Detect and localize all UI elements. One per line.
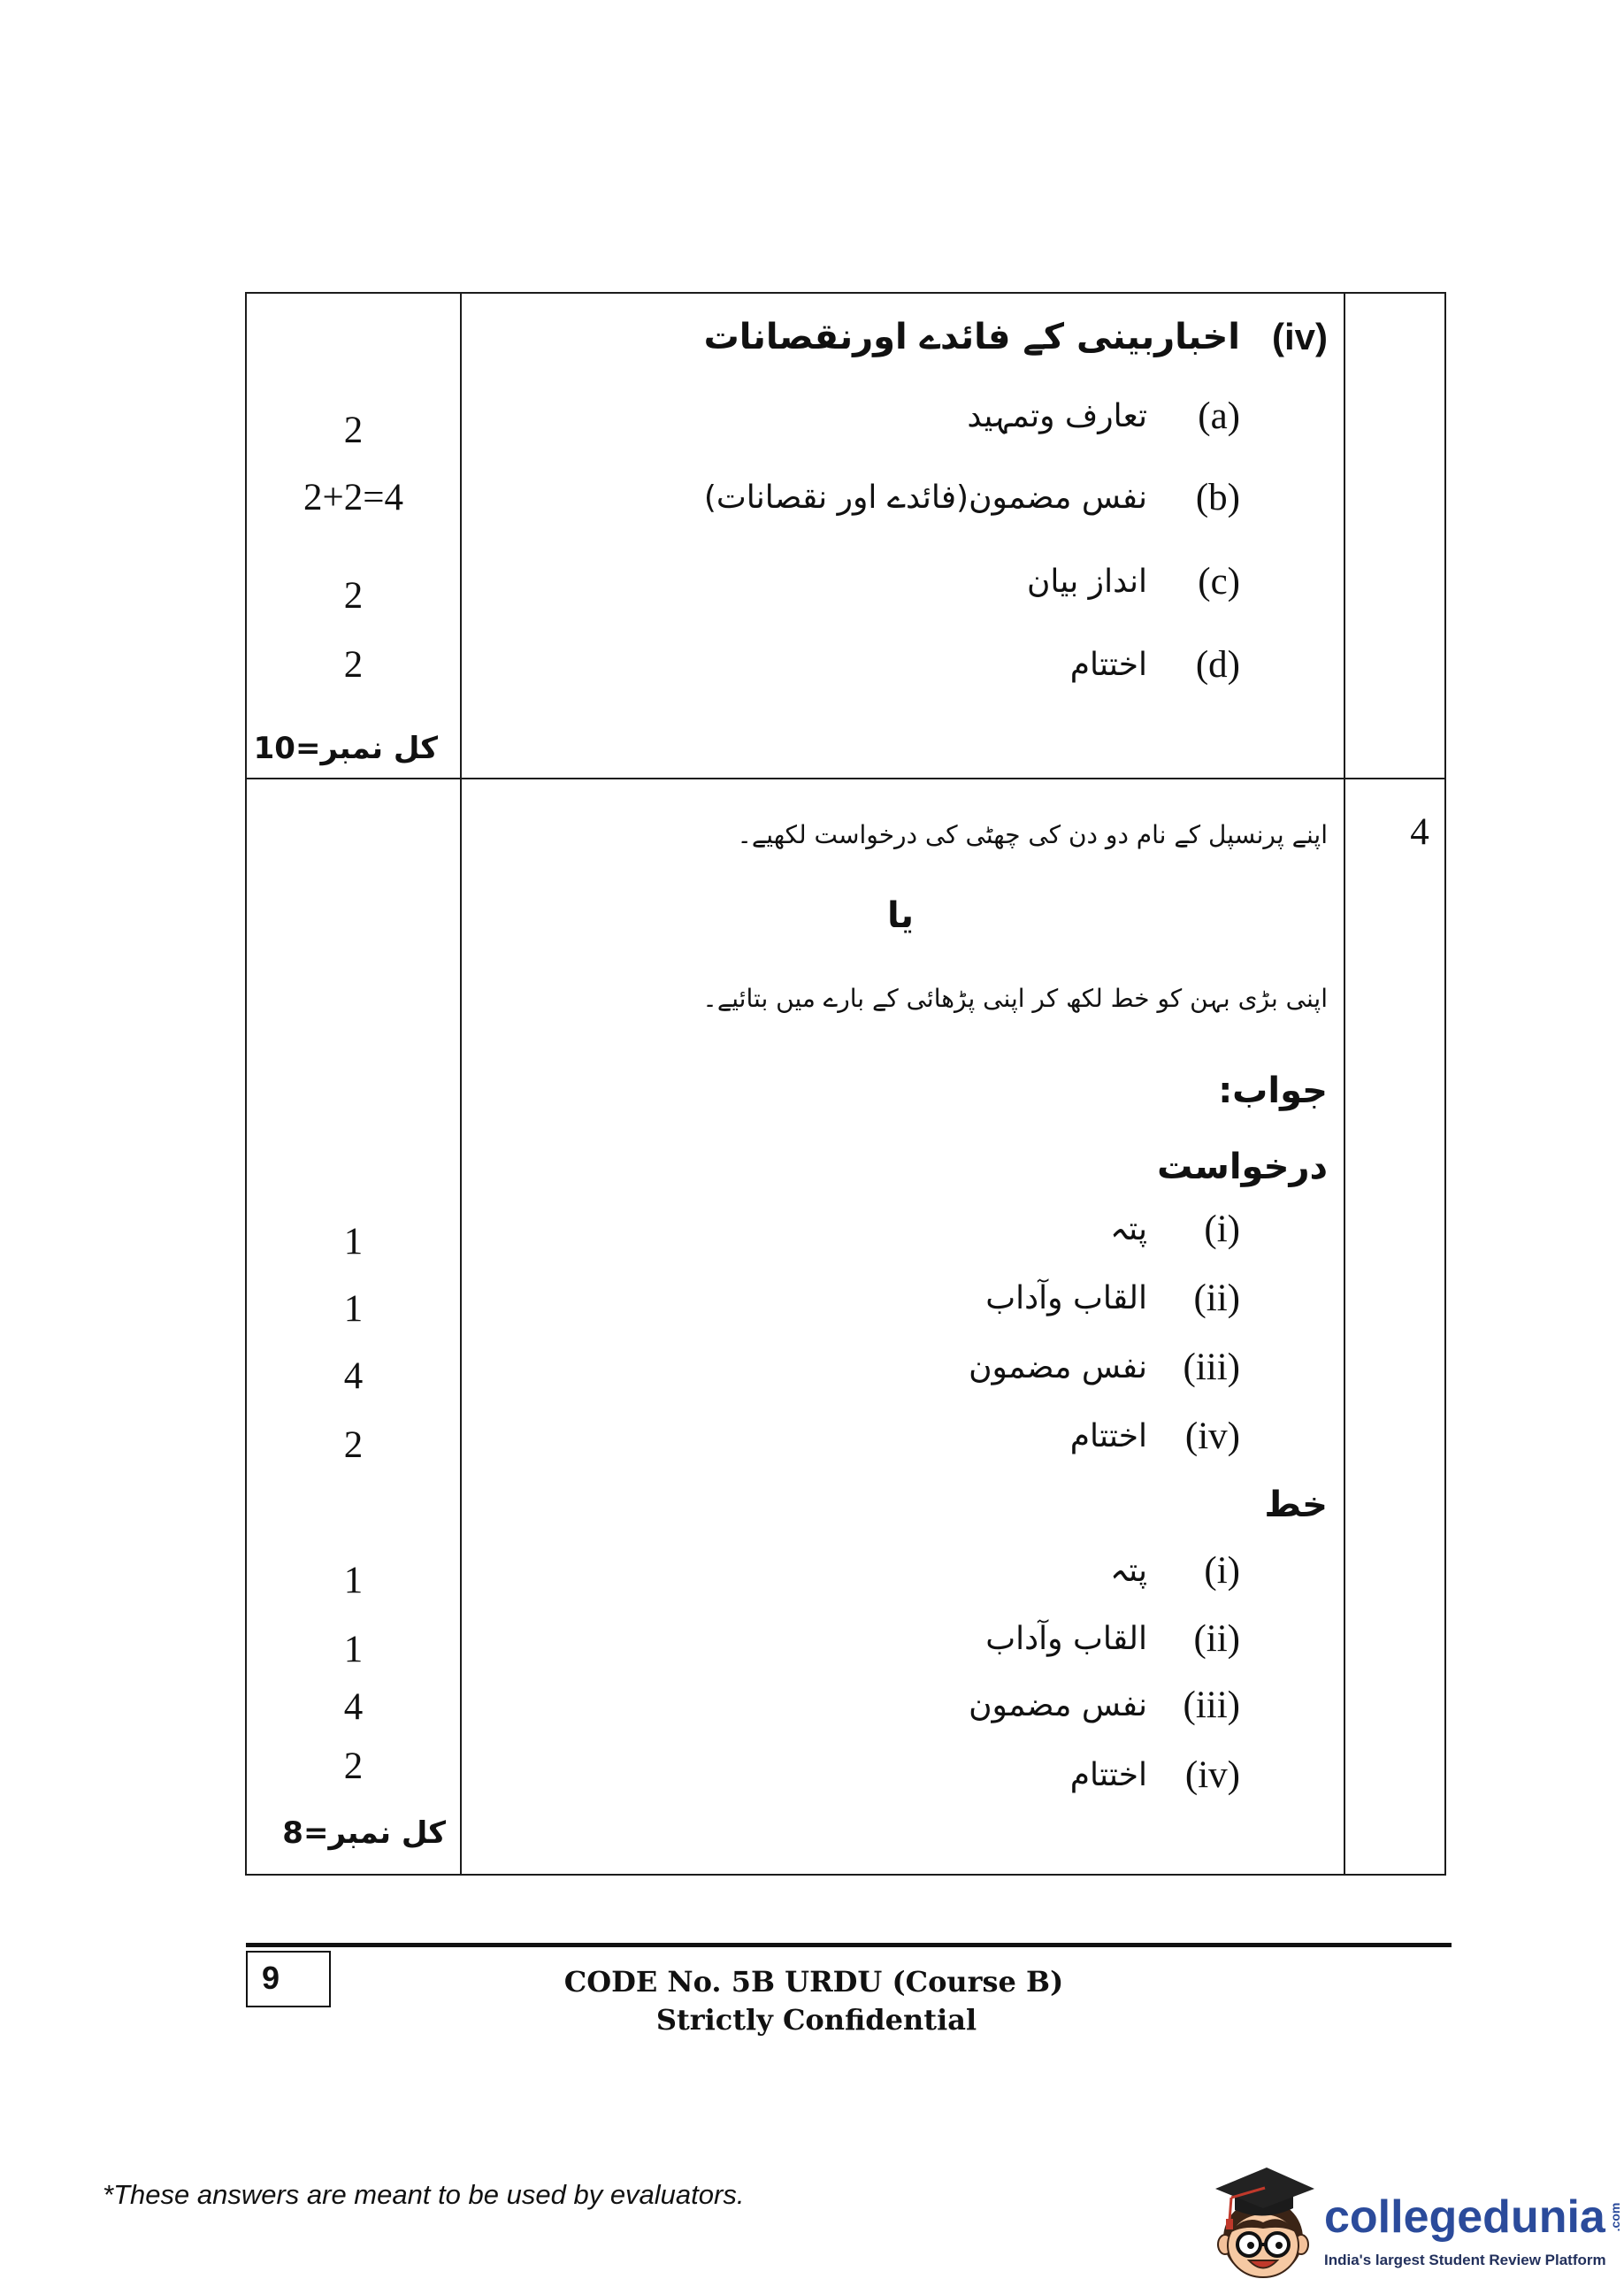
item-text: پتہ [1110,1553,1147,1589]
footer-rule [246,1943,1452,1947]
row1-content-cell [461,293,1344,779]
row2-marks-cell [246,779,461,1875]
item-label: (iv) [1184,1416,1240,1457]
item-label: (i) [1204,1550,1240,1592]
item-text: اختتام [1069,647,1147,683]
item-label: (c) [1198,561,1240,602]
mark-value: 1 [343,1629,364,1670]
item-label: (ii) [1193,1618,1240,1660]
confidentiality-note: Strictly Confidential [655,2003,977,2037]
mark-value: 2 [343,1424,364,1466]
mark-value: 1 [343,1221,364,1262]
mark-value: 2 [343,1746,364,1787]
item-label: (a) [1198,395,1240,437]
logo-wordmark: collegedunia [1324,2191,1605,2243]
mark-value: 1 [343,1560,364,1601]
mark-value: 1 [343,1288,364,1330]
item-text: انداز بیان [1026,564,1147,600]
paper-code: CODE No. 5B URDU (Course B) [563,1965,1064,1999]
item-label: (iii) [1183,1684,1240,1726]
mark-value: 2+2=4 [303,477,403,518]
mark-value: 4 [343,1686,364,1728]
row1-marks-cell [246,293,461,779]
section-title-letter: خط [1264,1485,1328,1525]
or-separator: یا [886,895,915,936]
item-label: (iii) [1183,1347,1240,1388]
section-title-application: درخواست [1157,1147,1328,1187]
mark-value: 2 [343,575,364,617]
page-number-box [246,1951,331,2007]
evaluator-disclaimer: *These answers are meant to be used by evaluators. [103,2179,745,2210]
graduate-mascot-icon [1208,2159,1318,2279]
item-text: پتہ [1110,1211,1147,1247]
item-text: تعارف وتمہید [967,398,1147,434]
item-label: (d) [1195,644,1240,686]
row2-content-cell [461,779,1344,1875]
item-label: (b) [1195,477,1240,518]
sub-question-label: (iv) [1272,316,1328,357]
logo-tagline: India's largest Student Review Platform [1324,2252,1606,2268]
item-text: اختتام [1069,1757,1147,1793]
total-marks: کل نمبر=10 [253,731,438,766]
marking-scheme-table [246,293,1445,1875]
item-text: نفس مضمون(فائدے اور نقصانات) [703,480,1147,516]
item-text: نفس مضمون [969,1349,1147,1385]
collegedunia-logo [1208,2155,1624,2279]
item-text: اختتام [1069,1418,1147,1454]
row2-question-number-cell [1344,779,1445,1875]
item-text: نفس مضمون [969,1687,1147,1723]
total-marks: کل نمبر=8 [282,1815,446,1851]
item-label: (iv) [1184,1754,1240,1796]
item-text: القاب وآداب [985,1280,1147,1316]
question-number: 4 [1410,811,1429,853]
mark-value: 4 [343,1355,364,1397]
item-text: القاب وآداب [985,1621,1147,1657]
answer-label: جواب: [1218,1070,1328,1111]
item-label: (ii) [1193,1278,1240,1319]
alternative-question-text: اپنی بڑی بہن کو خط لکھ کر اپنی پڑھائی کے بارے میں بتائیے۔ [702,984,1328,1013]
mark-value: 2 [343,410,364,451]
mark-value: 2 [343,644,364,686]
sub-question-title: اخباربینی کے فائدے اورنقصانات [703,317,1240,357]
row1-question-number-cell [1344,293,1445,779]
question-text: اپنے پرنسپل کے نام دو دن کی چھٹی کی درخواست لکھیے۔ [737,820,1328,849]
item-label: (i) [1204,1209,1240,1250]
logo-domain-suffix: .com [1608,2202,1622,2232]
page-number: 9 [262,1960,280,1996]
